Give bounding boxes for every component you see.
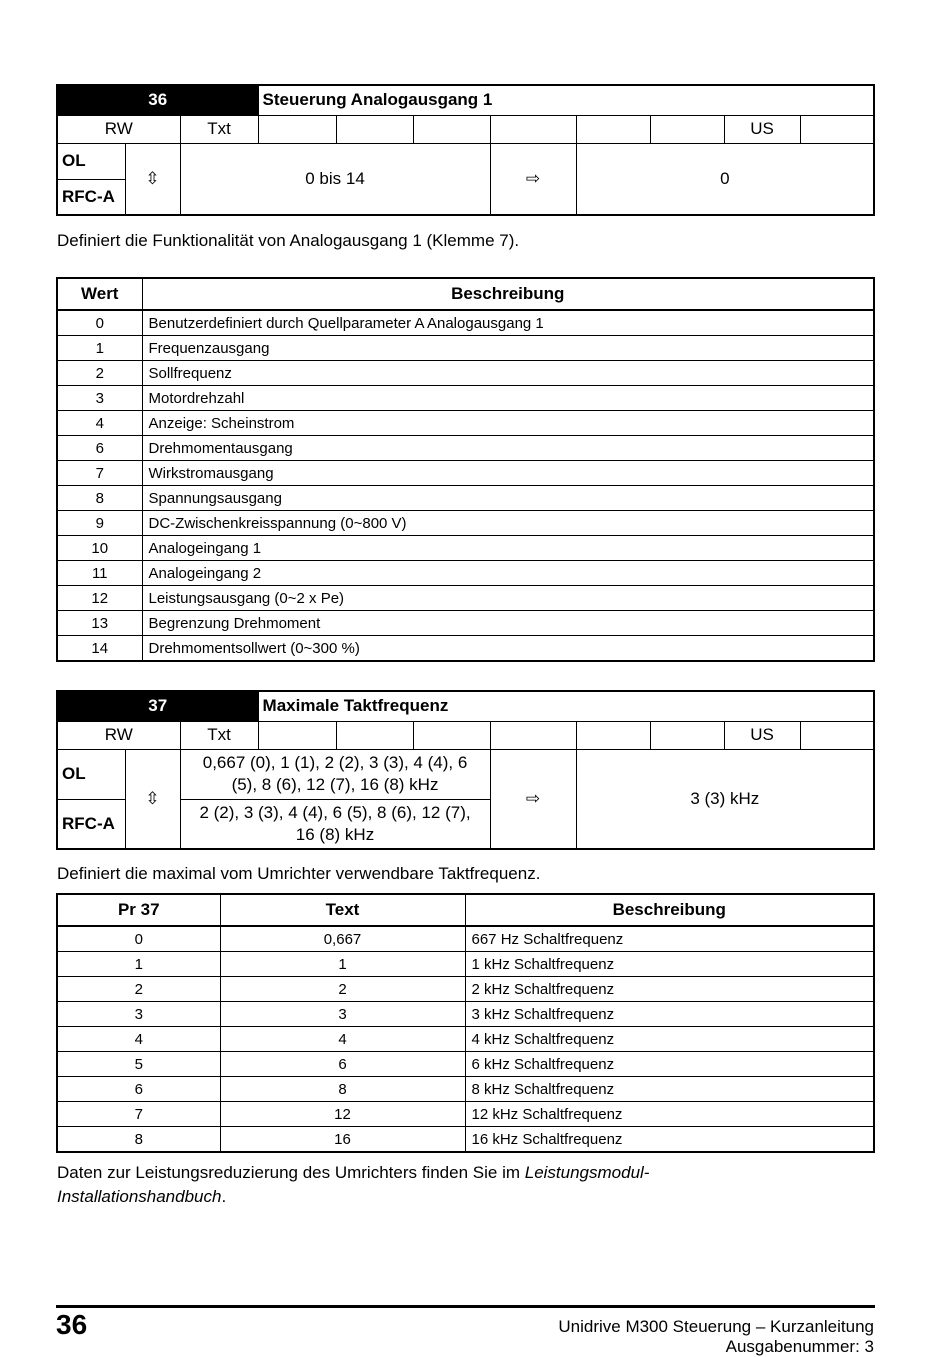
table-cell: 7	[57, 1102, 220, 1127]
table-row	[57, 586, 874, 611]
table-cell: 3	[57, 386, 142, 411]
note-text: Daten zur Leistungsreduzierung des Umrichters finden Sie im	[57, 1163, 525, 1182]
table-cell: 2	[57, 977, 220, 1002]
table-row	[57, 561, 874, 586]
table-cell: Drehmomentsollwert (0~300 %)	[142, 636, 874, 662]
table-row	[57, 536, 874, 561]
param-number: 37	[57, 691, 258, 721]
table-cell: 16	[220, 1127, 465, 1153]
table-cell: 12	[220, 1102, 465, 1127]
table-cell: 4 kHz Schaltfrequenz	[465, 1027, 874, 1052]
param-number: 36	[57, 85, 258, 115]
flag-empty	[650, 721, 724, 749]
note-manual-reference: Leistungsmodul-Installationshandbuch	[57, 1163, 650, 1206]
param-36-header-table	[56, 84, 875, 216]
table-cell: 1 kHz Schaltfrequenz	[465, 952, 874, 977]
table-cell: 3	[57, 1002, 220, 1027]
flag-us: US	[724, 721, 800, 749]
table-row	[57, 511, 874, 536]
table-row	[57, 952, 874, 977]
flag-txt: Txt	[180, 115, 258, 143]
param-title: Steuerung Analogausgang 1	[258, 85, 874, 115]
flag-txt: Txt	[180, 721, 258, 749]
table-cell: Anzeige: Scheinstrom	[142, 411, 874, 436]
table-cell: 11	[57, 561, 142, 586]
table-cell: 0	[57, 926, 220, 952]
flag-rw: RW	[57, 721, 180, 749]
table-cell: Spannungsausgang	[142, 486, 874, 511]
table-cell: 4	[57, 1027, 220, 1052]
table-cell: 0	[57, 310, 142, 336]
param-title: Maximale Taktfrequenz	[258, 691, 874, 721]
table-row	[57, 1127, 874, 1153]
table-cell: 12	[57, 586, 142, 611]
table-row	[57, 361, 874, 386]
param-36-description: Definiert die Funktionalität von Analogausgang 1 (Klemme 7).	[57, 231, 520, 250]
flag-us: US	[724, 115, 800, 143]
flag-rw: RW	[57, 115, 180, 143]
param-37-header-table	[56, 690, 875, 850]
flag-empty	[490, 721, 576, 749]
param-range-ol: 0,667 (0), 1 (1), 2 (2), 3 (3), 4 (4), 6 (5), 8 (6), 12 (7), 16 (8) kHz	[180, 749, 490, 799]
table-cell: 6	[57, 436, 142, 461]
flag-empty	[413, 721, 490, 749]
table-row	[57, 1102, 874, 1127]
column-header-text: Text	[220, 894, 465, 926]
table-cell: 16 kHz Schaltfrequenz	[465, 1127, 874, 1153]
table-row	[57, 386, 874, 411]
param-default: 3 (3) kHz	[576, 749, 874, 849]
table-cell: 8 kHz Schaltfrequenz	[465, 1077, 874, 1102]
table-row	[57, 1077, 874, 1102]
table-row	[57, 310, 874, 336]
table-cell: 667 Hz Schaltfrequenz	[465, 926, 874, 952]
footer-doc-title: Unidrive M300 Steuerung – Kurzanleitung	[558, 1317, 874, 1336]
flag-empty	[576, 721, 650, 749]
param-default: 0	[576, 143, 874, 215]
flag-empty	[336, 115, 413, 143]
table-row	[57, 636, 874, 662]
column-header-pr37: Pr 37	[57, 894, 220, 926]
note-end: .	[221, 1187, 227, 1206]
table-cell: Motordrehzahl	[142, 386, 874, 411]
table-row	[57, 436, 874, 461]
right-arrow-icon: ⇨	[490, 143, 576, 215]
table-cell: 1	[57, 952, 220, 977]
flag-empty	[576, 115, 650, 143]
table-cell: Analogeingang 2	[142, 561, 874, 586]
column-header-wert: Wert	[57, 278, 142, 310]
table-cell: 8	[220, 1077, 465, 1102]
table-cell: 2 kHz Schaltfrequenz	[465, 977, 874, 1002]
table-cell: 8	[57, 486, 142, 511]
table-cell: 14	[57, 636, 142, 662]
table-cell: 6	[57, 1077, 220, 1102]
table-cell: Wirkstromausgang	[142, 461, 874, 486]
mode-ol: OL	[57, 749, 125, 799]
table-row	[57, 977, 874, 1002]
table-cell: 1	[57, 336, 142, 361]
table-cell: 6 kHz Schaltfrequenz	[465, 1052, 874, 1077]
table-cell: 4	[220, 1027, 465, 1052]
table-cell: Frequenzausgang	[142, 336, 874, 361]
page-number: 36	[56, 1309, 88, 1340]
table-cell: Leistungsausgang (0~2 x Pe)	[142, 586, 874, 611]
flag-empty	[490, 115, 576, 143]
param-36-value-table	[56, 277, 875, 662]
flag-empty	[650, 115, 724, 143]
table-cell: Sollfrequenz	[142, 361, 874, 386]
table-cell: 0,667	[220, 926, 465, 952]
mode-rfc-a: RFC-A	[57, 799, 125, 849]
param-range-rfc-a: 2 (2), 3 (3), 4 (4), 6 (5), 8 (6), 12 (7), 16 (8) kHz	[180, 799, 490, 849]
table-cell: 6	[220, 1052, 465, 1077]
table-cell: 8	[57, 1127, 220, 1153]
table-row	[57, 336, 874, 361]
table-row	[57, 1027, 874, 1052]
flag-empty	[258, 115, 336, 143]
table-cell: Analogeingang 1	[142, 536, 874, 561]
flag-empty	[800, 115, 874, 143]
table-cell: 12 kHz Schaltfrequenz	[465, 1102, 874, 1127]
table-row	[57, 411, 874, 436]
table-row	[57, 486, 874, 511]
right-arrow-icon: ⇨	[490, 749, 576, 849]
table-cell: 1	[220, 952, 465, 977]
table-cell: 9	[57, 511, 142, 536]
mode-rfc-a: RFC-A	[57, 179, 125, 215]
flag-empty	[800, 721, 874, 749]
table-cell: 10	[57, 536, 142, 561]
table-cell: 3	[220, 1002, 465, 1027]
flag-empty	[413, 115, 490, 143]
table-cell: 13	[57, 611, 142, 636]
table-cell: DC-Zwischenkreisspannung (0~800 V)	[142, 511, 874, 536]
table-cell: 5	[57, 1052, 220, 1077]
table-cell: 7	[57, 461, 142, 486]
table-row	[57, 1002, 874, 1027]
param-37-description: Definiert die maximal vom Umrichter verwendbare Taktfrequenz.	[57, 864, 541, 883]
up-down-arrow-icon: ⇳	[125, 749, 180, 849]
table-cell: Begrenzung Drehmoment	[142, 611, 874, 636]
table-row	[57, 1052, 874, 1077]
mode-ol: OL	[57, 143, 125, 179]
param-range: 0 bis 14	[180, 143, 490, 215]
table-cell: 4	[57, 411, 142, 436]
table-cell: 2	[220, 977, 465, 1002]
flag-empty	[258, 721, 336, 749]
power-derating-note	[57, 1161, 757, 1209]
table-cell: 3 kHz Schaltfrequenz	[465, 1002, 874, 1027]
footer-rule	[56, 1305, 875, 1308]
footer-issue: Ausgabenummer: 3	[725, 1337, 874, 1356]
column-header-beschreibung: Beschreibung	[465, 894, 874, 926]
flag-empty	[336, 721, 413, 749]
table-cell: Drehmomentausgang	[142, 436, 874, 461]
param-37-value-table	[56, 893, 875, 1153]
column-header-beschreibung: Beschreibung	[142, 278, 874, 310]
table-cell: 2	[57, 361, 142, 386]
table-cell: Benutzerdefiniert durch Quellparameter A Analogausgang 1	[142, 310, 874, 336]
table-row	[57, 461, 874, 486]
up-down-arrow-icon: ⇳	[125, 143, 180, 215]
table-row	[57, 926, 874, 952]
table-row	[57, 611, 874, 636]
